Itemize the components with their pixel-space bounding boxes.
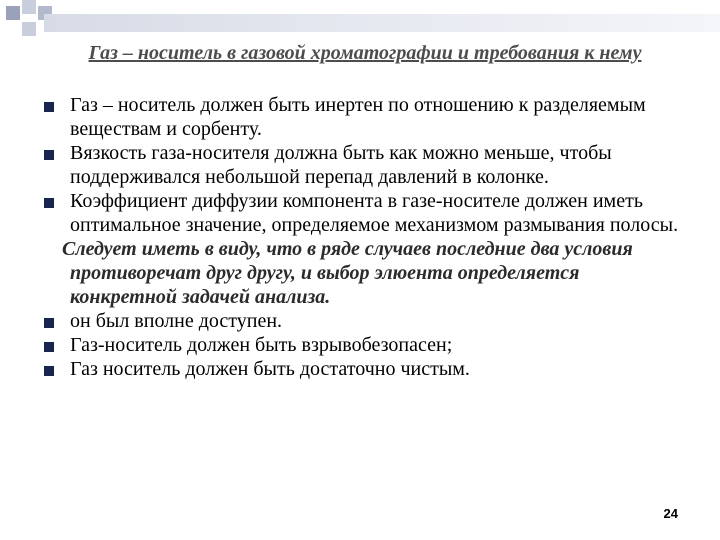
list-item-text: Газ-носитель должен быть взрывобезопасен;: [70, 334, 453, 356]
list-item-text: он был вполне доступен.: [70, 310, 283, 332]
list-item-text: Вязкость газа-носителя должна быть как можно меньше, чтобы поддерживался небольшой перепад давлений в колонке.: [70, 142, 612, 188]
list-item: [40, 141, 690, 189]
list-item: [40, 333, 690, 357]
decor-square-light: [22, 22, 36, 36]
page-number: 24: [663, 506, 678, 521]
list-item-text: Коэффициент диффузии компонента в газе-носителе должен иметь оптимальное значение, определяемое механизмом размывания полосы.: [70, 190, 679, 236]
list-item-text: Газ – носитель должен быть инертен по отношению к разделяемым веществам и сорбенту.: [70, 94, 646, 140]
slide-title: Газ – носитель в газовой хроматографии и требования к нему: [88, 42, 642, 64]
square-bullet-icon: [44, 198, 54, 208]
slide-content: [40, 93, 690, 381]
list-item: [40, 309, 690, 333]
list-item-text: Газ носитель должен быть достаточно чистым.: [70, 358, 470, 380]
decor-square-dark: [6, 6, 20, 20]
list-item: [40, 93, 690, 141]
square-bullet-icon: [44, 150, 54, 160]
square-bullet-icon: [44, 318, 54, 328]
square-bullet-icon: [44, 342, 54, 352]
decor-square-light: [22, 0, 36, 14]
note-paragraph: Следует иметь в виду, что в ряде случаев последние два условия противоречат друг другу, и выбор элюента определяется конкретной задачей анализа.: [62, 238, 633, 308]
list-item: [40, 189, 690, 237]
list-item: [40, 357, 690, 381]
decor-bar: [44, 14, 720, 32]
square-bullet-icon: [44, 366, 54, 376]
square-bullet-icon: [44, 102, 54, 112]
